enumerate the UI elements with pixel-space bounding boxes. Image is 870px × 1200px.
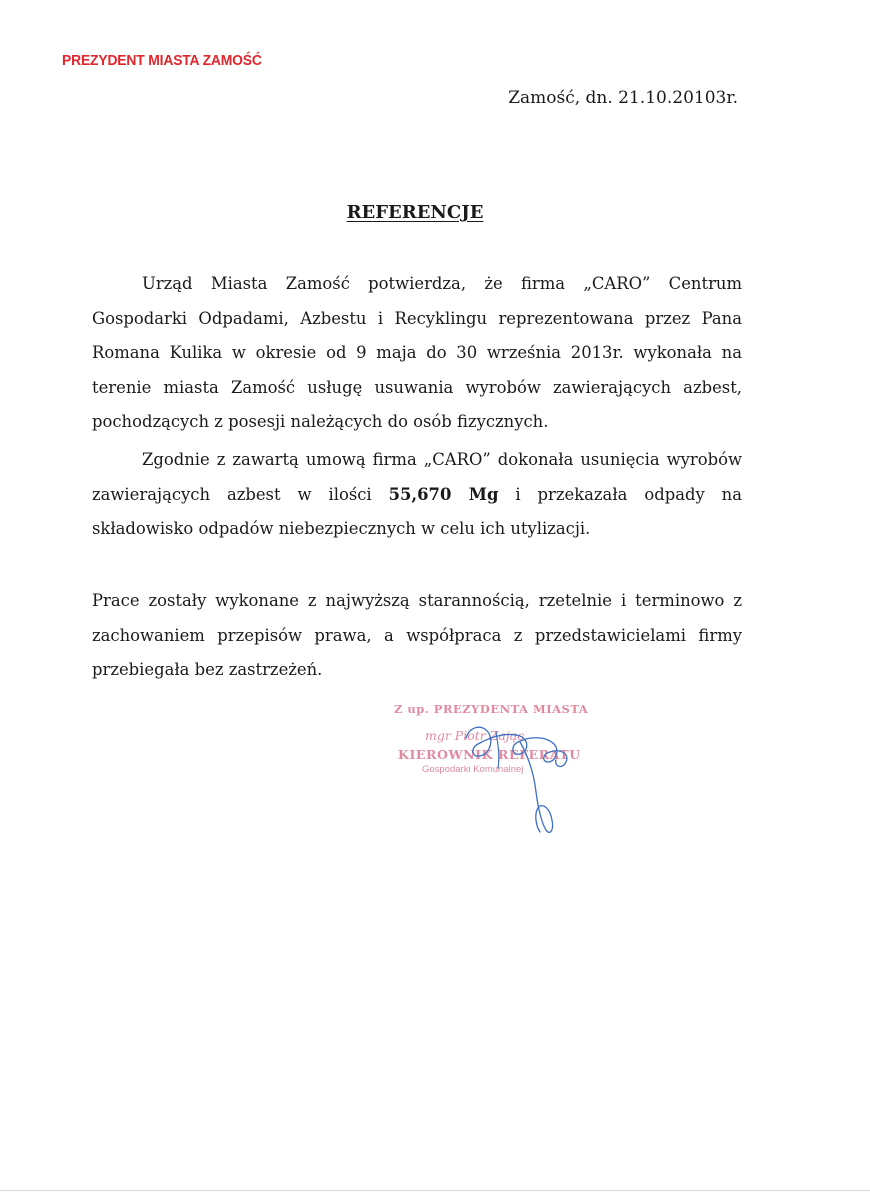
stamp-authorization-line: Z up. PREZYDENTA MIASTA bbox=[394, 702, 589, 716]
paragraph-amount-text-before: Zgodnie z zawartą umową firma „CARO” dokonała usunięcia wyrobów zawierających azbest w ilości bbox=[92, 450, 742, 504]
handwritten-signature bbox=[370, 696, 620, 846]
stamp-signatory-name: mgr Piotr Zając bbox=[425, 728, 525, 743]
official-stamp bbox=[370, 696, 620, 846]
paragraph-assessment: Prace zostały wykonane z najwyższą starannością, rzetelnie i terminowo z zachowaniem przepisów prawa, a współpraca z przedstawicielami firmy przebiegała bez zastrzeżeń. bbox=[92, 591, 742, 679]
stamp-position: KIEROWNIK REFERATU bbox=[398, 747, 581, 762]
stamp-department: Gospodarki Komunalnej bbox=[422, 764, 524, 775]
document-title: REFERENCJE bbox=[346, 202, 484, 223]
issuer-header-stamp: PREZYDENT MIASTA ZAMOŚĆ bbox=[62, 53, 262, 69]
paragraph-confirmation: Urząd Miasta Zamość potwierdza, że firma „CARO” Centrum Gospodarki Odpadami, Azbestu i Recyklingu reprezentowana przez Pana Romana Kulika w okresie od 9 maja do 30 września 2013r. wykonała na terenie miasta Zamość usługę usuwania wyrobów zawierających azbest, pochodzących z posesji należących do osób fizycznych. bbox=[92, 274, 742, 431]
paragraph-amount bbox=[92, 443, 742, 547]
paragraph-amount-text-after: i przekazała odpady na składowisko odpadów niebezpiecznych w celu ich utylizacji. bbox=[92, 484, 742, 538]
place-date-line: Zamość, dn. 21.10.20103r. bbox=[508, 88, 738, 108]
waste-amount: 55,670 Mg bbox=[388, 484, 499, 504]
scan-bottom-edge bbox=[0, 1190, 870, 1191]
